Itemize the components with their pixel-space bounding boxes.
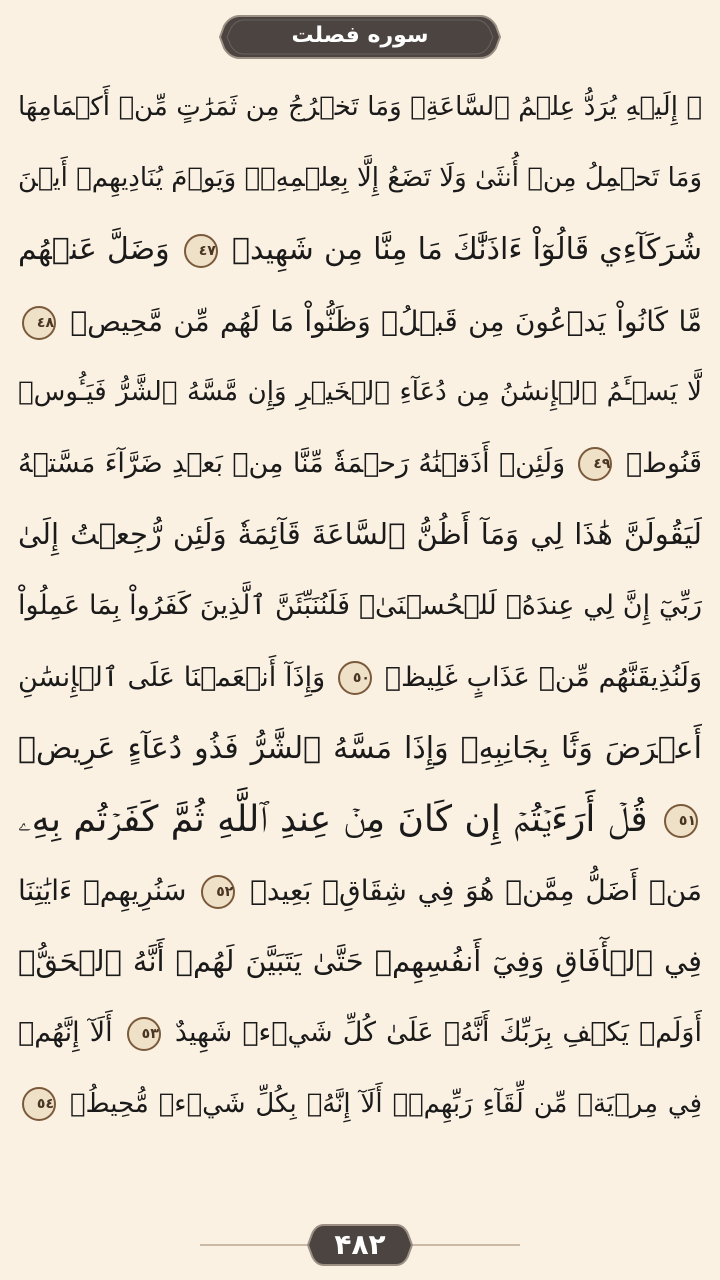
verse-line — [18, 713, 702, 784]
page-number: ۴۸۲ — [334, 1228, 386, 1261]
verse-text: وَمَا تَحۡمِلُ مِنۡ أُنثَىٰ وَلَا تَضَعُ إِلَّا بِعِلۡمِهِۦۚ وَيَوۡمَ يُنَادِيهِمۡ أَيۡنَ — [18, 163, 702, 194]
ayah-number-marker: ٥٠ — [338, 661, 372, 695]
verse-text: ۞ إِلَيۡهِ يُرَدُّ عِلۡمُ ٱلسَّاعَةِۚ وَمَا تَخۡرُجُ مِن ثَمَرَٰتٍ مِّنۡ أَكۡمَامِهَا — [18, 92, 702, 122]
verse-line — [18, 1069, 702, 1140]
page-number-badge — [306, 1222, 414, 1268]
verse-text: لَّا يَسۡـَٔمُ ٱلۡإِنسَٰنُ مِن دُعَآءِ ٱلۡخَيۡرِ وَإِن مَّسَّهُ ٱلشَّرُّ فَيَـُٔوسٞ — [18, 376, 702, 407]
verse-line — [18, 357, 702, 428]
verse-line — [18, 784, 702, 855]
verse-text: أَعۡرَضَ وَنََٔا بِجَانِبِهِۦ وَإِذَا مَسَّهُ ٱلشَّرُّ فَذُو دُعَآءٍ عَرِيضٖ — [18, 730, 702, 766]
verse-line — [18, 642, 702, 713]
verse-line — [18, 855, 702, 926]
verse-text: وَضَلَّ عَنۡهُم — [18, 232, 170, 268]
verse-text: مَنۡ أَضَلُّ مِمَّنۡ هُوَ فِي شِقَاقِۭ بَعِيدٖ — [250, 874, 702, 908]
verses-body — [18, 72, 702, 1212]
footer-divider-right — [410, 1244, 520, 1246]
ayah-number-marker: ٤٧ — [184, 234, 218, 268]
verse-line — [18, 214, 702, 285]
verse-text: فِي ٱلۡأٓفَاقِ وَفِيٓ أَنفُسِهِمۡ حَتَّىٰ يَتَبَيَّنَ لَهُمۡ أَنَّهُ ٱلۡحَقُّۗ — [18, 944, 702, 979]
ayah-number-marker: ٥١ — [664, 804, 698, 838]
verse-line — [18, 570, 702, 641]
verse-line — [18, 428, 702, 499]
footer-divider-left — [200, 1244, 310, 1246]
verse-text: قُلۡ أَرَءَيۡتُمۡ إِن كَانَ مِنۡ عِندِ ٱللَّهِ ثُمَّ كَفَرۡتُم بِهِۦ — [18, 798, 648, 840]
surah-header-banner — [218, 14, 502, 60]
verse-line — [18, 926, 702, 997]
ayah-number-marker: ٥٢ — [201, 875, 235, 909]
ayah-number-marker: ٤٨ — [22, 306, 56, 340]
verse-text: لَيَقُولَنَّ هَٰذَا لِي وَمَآ أَظُنُّ ٱلسَّاعَةَ قَآئِمَةٗ وَلَئِن رُّجِعۡتُ إِلَىٰ — [18, 517, 702, 552]
surah-title: سوره فصلت — [291, 23, 429, 48]
verse-text: سَنُرِيهِمۡ ءَايَٰتِنَا — [18, 874, 187, 908]
verse-line — [18, 499, 702, 570]
verse-text: شُرَكَآءِي قَالُوٓاْ ءَاذَنَّٰكَ مَا مِنَّا مِن شَهِيدٖ — [232, 232, 702, 268]
verse-line — [18, 72, 702, 143]
verse-text: قَنُوطٞ — [625, 447, 702, 479]
ayah-number-marker: ٤٩ — [578, 447, 612, 481]
verse-text: أَلَآ إِنَّهُمۡ — [18, 1017, 113, 1049]
verse-line — [18, 143, 702, 214]
ayah-number-marker: ٥٤ — [22, 1087, 56, 1121]
verse-line — [18, 286, 702, 357]
verse-text: مَّا كَانُواْ يَدۡعُونَ مِن قَبۡلُۖ وَظَنُّواْ مَا لَهُم مِّن مَّحِيصٖ — [70, 304, 702, 338]
verse-text: وَلَنُذِيقَنَّهُم مِّنۡ عَذَابٍ غَلِيظٖ — [384, 661, 702, 693]
verse-text: وَلَئِنۡ أَذَقۡنَٰهُ رَحۡمَةٗ مِّنَّا مِنۢ بَعۡدِ ضَرَّآءَ مَسَّتۡهُ — [18, 447, 566, 479]
verse-text: فِي مِرۡيَةٖ مِّن لِّقَآءِ رَبِّهِمۡۗ أَلَآ إِنَّهُۥ بِكُلِّ شَيۡءٖ مُّحِيطُۢ — [69, 1088, 702, 1119]
verse-text: وَإِذَآ أَنۡعَمۡنَا عَلَى ٱلۡإِنسَٰنِ — [18, 661, 326, 693]
ayah-number-marker: ٥٣ — [127, 1017, 161, 1051]
verse-text: أَوَلَمۡ يَكۡفِ بِرَبِّكَ أَنَّهُۥ عَلَىٰ كُلِّ شَيۡءٖ شَهِيدٌ — [174, 1017, 702, 1049]
verse-line — [18, 997, 702, 1068]
verse-text: رَبِّيٓ إِنَّ لِي عِندَهُۥ لَلۡحُسۡنَىٰۚ فَلَنُنَبِّئَنَّ ٱلَّذِينَ كَفَرُواْ بِمَا عَمِلُواْ — [18, 590, 702, 622]
